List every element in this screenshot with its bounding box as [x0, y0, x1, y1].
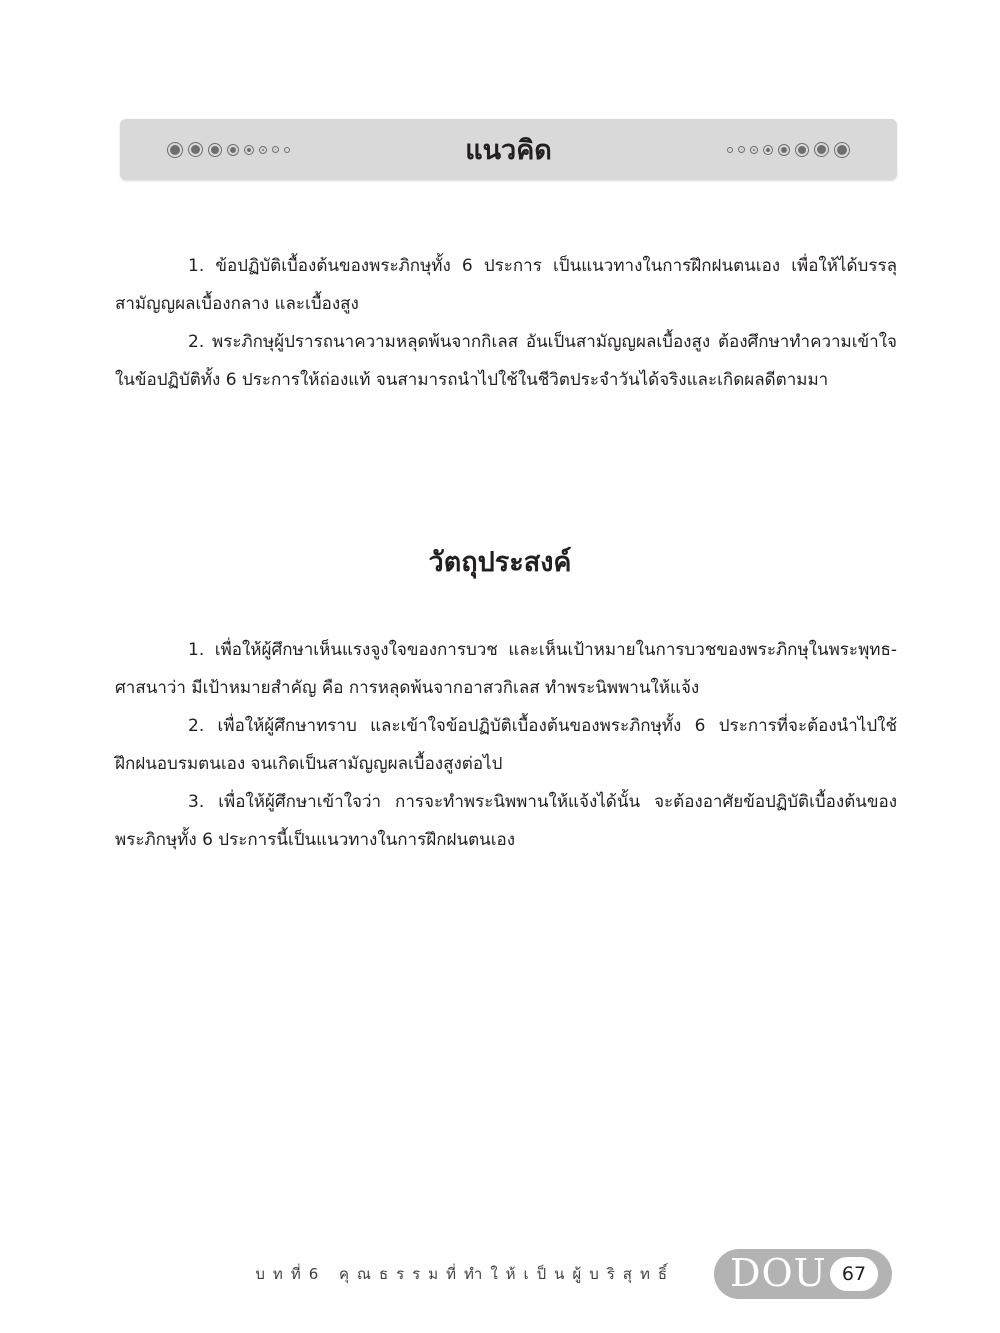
page-badge — [714, 1249, 892, 1299]
concept-paragraph: 1. ข้อปฏิบัติเบื้องต้นของพระภิกษุทั้ง 6 ประการ เป็นแนวทางในการฝึกฝนตนเอง เพื่อให้ได้บรรลุสามัญญผลเบื้องกลาง และเบื้องสูง — [115, 256, 897, 314]
objectives-title: วัตถุประสงค์ — [428, 547, 572, 578]
header-title: แนวคิด — [465, 135, 552, 166]
objectives-section — [115, 631, 897, 859]
section-header-bar — [120, 119, 897, 180]
objective-paragraph: 1. เพื่อให้ผู้ศึกษาเห็นแรงจูงใจของการบวช และเห็นเป้าหมายในการบวชของพระภิกษุในพระพุทธ-ศาสนาว่า มีเป้าหมายสำคัญ คือ การหลุดพ้นจากอาสวกิเลส ทำพระนิพพานให้แจ้ง — [115, 640, 897, 698]
concept-paragraph: 2. พระภิกษุผู้ปรารถนาความหลุดพ้นจากกิเลส อันเป็นสามัญญผลเบื้องสูง ต้องศึกษาทำความเข้าใจในข้อปฏิบัติทั้ง 6 ประการให้ถ่องแท้ จนสามารถนำไปใช้ในชีวิตประจำวันได้จริงและเกิดผลดีตามมา — [115, 332, 897, 390]
objective-paragraph: 2. เพื่อให้ผู้ศึกษาทราบ และเข้าใจข้อปฏิบัติเบื้องต้นของพระภิกษุทั้ง 6 ประการที่จะต้องนำไปใช้ฝึกฝนอบรมตนเอง จนเกิดเป็นสามัญญผลเบื้องสูงต่อไป — [115, 716, 897, 774]
page-number: 67 — [830, 1257, 878, 1291]
decorative-dots-right — [728, 119, 849, 180]
dou-logo: DOU — [730, 1251, 827, 1295]
objective-paragraph: 3. เพื่อให้ผู้ศึกษาเข้าใจว่า การจะทำพระนิพพานให้แจ้งได้นั้น จะต้องอาศัยข้อปฏิบัติเบื้องต้นของพระภิกษุทั้ง 6 ประการนี้เป็นแนวทางในการฝึกฝนตนเอง — [115, 792, 897, 850]
concepts-section — [115, 247, 897, 399]
chapter-footer: บทที่6 คุณธรรมที่ทำให้เป็นผู้บริสุทธิ์ — [255, 1265, 675, 1283]
